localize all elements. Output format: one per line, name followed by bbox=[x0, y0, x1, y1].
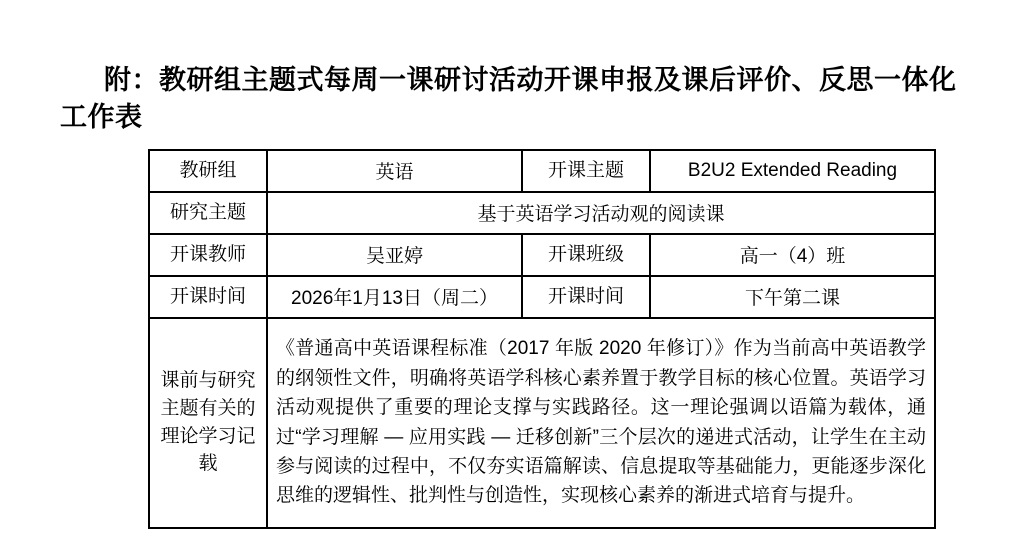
cell-value-date: 2026年1月13日（周二） bbox=[267, 276, 522, 318]
cell-label-lesson-topic: 开课主题 bbox=[522, 150, 650, 192]
table-row bbox=[149, 276, 935, 318]
cell-value-research-topic: 基于英语学习活动观的阅读课 bbox=[267, 192, 935, 234]
cell-value-period: 下午第二课 bbox=[650, 276, 935, 318]
application-form-table bbox=[148, 149, 936, 529]
table-row bbox=[149, 192, 935, 234]
cell-label-theory-study: 课前与研究主题有关的理论学习记载 bbox=[149, 318, 267, 528]
cell-label-date: 开课时间 bbox=[149, 276, 267, 318]
cell-label-period: 开课时间 bbox=[522, 276, 650, 318]
page-title: 附：教研组主题式每周一课研讨活动开课申报及课后评价、反思一体化工作表 bbox=[60, 65, 957, 133]
cell-value-class: 高一（4）班 bbox=[650, 234, 935, 276]
table-row bbox=[149, 150, 935, 192]
table-row bbox=[149, 318, 935, 528]
table-row bbox=[149, 234, 935, 276]
cell-value-lesson-topic: B2U2 Extended Reading bbox=[650, 150, 935, 192]
cell-label-teacher: 开课教师 bbox=[149, 234, 267, 276]
cell-value-teacher: 吴亚婷 bbox=[267, 234, 522, 276]
cell-value-theory-study: 《普通高中英语课程标准（2017 年版 2020 年修订）》作为当前高中英语教学的纲领性文件，明确将英语学科核心素养置于教学目标的核心位置。英语学习活动观提供了重要的理论支撑与实践路径。这一理论强调以语篇为载体，通过“学习理解 — 应用实践 — 迁移创新”三个层次的递进式活动，让学生在主动参与阅读的过程中，不仅夯实语篇解读、信息提取等基础能力，更能逐步深化思维的逻辑性、批判性与创造性，实现核心素养的渐进式培育与提升。 bbox=[267, 318, 935, 528]
cell-label-research-topic: 研究主题 bbox=[149, 192, 267, 234]
cell-label-class: 开课班级 bbox=[522, 234, 650, 276]
form-table-container bbox=[0, 137, 1024, 529]
cell-label-teaching-group: 教研组 bbox=[149, 150, 267, 192]
cell-value-teaching-group: 英语 bbox=[267, 150, 522, 192]
